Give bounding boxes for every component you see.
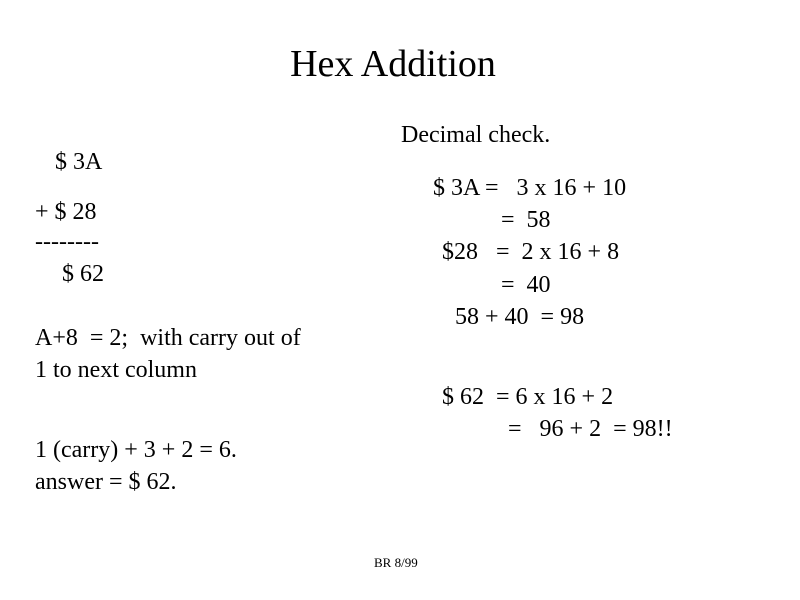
footer-label: BR 8/99	[374, 555, 418, 570]
check-line-4: = 40	[501, 272, 551, 298]
check-line-1: $ 3A = 3 x 16 + 10	[433, 175, 627, 201]
sum-rule: --------	[35, 229, 99, 255]
carry-note-line-2: 1 to next column	[35, 357, 197, 383]
addend-1: $ 3A	[55, 149, 103, 175]
check-line-2: = 58	[501, 207, 551, 233]
sum: $ 62	[62, 261, 104, 287]
answer-line-1: 1 (carry) + 3 + 2 = 6.	[35, 437, 237, 463]
check-line-6: $ 62 = 6 x 16 + 2	[442, 384, 614, 410]
check-line-5: 58 + 40 = 98	[455, 304, 585, 330]
decimal-check-heading: Decimal check.	[401, 122, 551, 148]
slide-title: Hex Addition	[290, 43, 496, 85]
addend-2: + $ 28	[35, 199, 97, 225]
check-line-3: $28 = 2 x 16 + 8	[442, 239, 620, 265]
carry-note-line-1: A+8 = 2; with carry out of	[35, 325, 301, 351]
check-line-7: = 96 + 2 = 98!!	[508, 416, 673, 442]
answer-line-2: answer = $ 62.	[35, 469, 177, 495]
